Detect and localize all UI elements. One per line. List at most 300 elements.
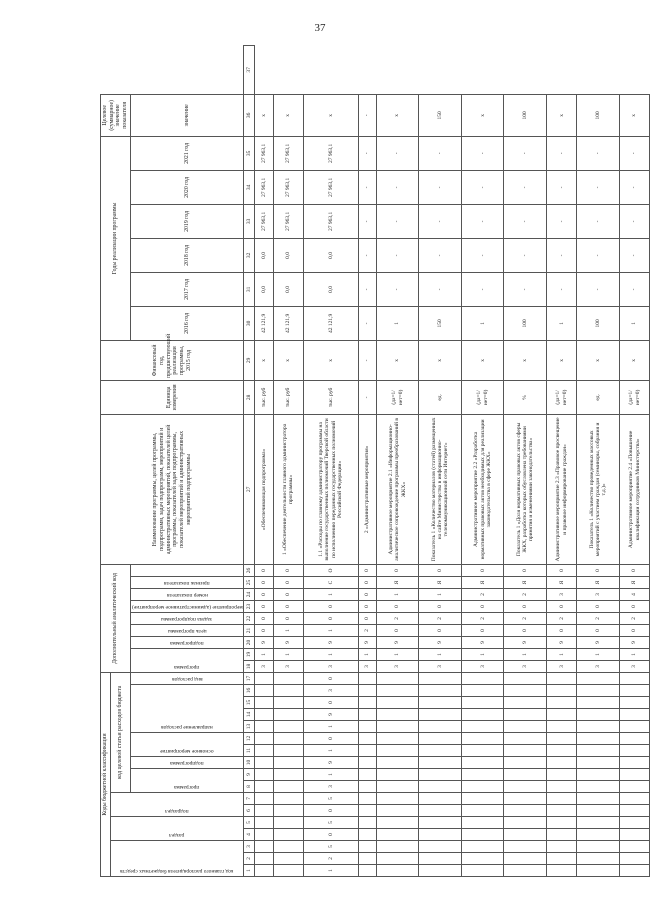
row-value-v2015: х — [376, 340, 419, 380]
code-cell: 1 — [273, 625, 303, 637]
code-cell — [504, 769, 547, 781]
row-value-v2017: - — [358, 272, 376, 306]
header-add-event: мероприятие (административное мероприятие) — [130, 601, 244, 613]
code-cell: 1 — [303, 721, 358, 733]
code-cell: 3 — [273, 661, 303, 673]
code-cell — [273, 709, 303, 721]
code-cell — [419, 757, 462, 769]
code-cell — [619, 781, 649, 793]
row-value-v2015: - — [358, 340, 376, 380]
code-cell: 0 — [619, 601, 649, 613]
code-cell — [461, 805, 504, 817]
code-cell: 0 — [376, 625, 419, 637]
header-direction: направление расходов — [130, 685, 244, 733]
program-table — [100, 45, 650, 877]
row-value-v2019: 27 963,1 — [303, 204, 358, 238]
header-admin-code: код главного распорядителя бюджетных средств — [110, 841, 244, 877]
row-value-v2020: - — [358, 170, 376, 204]
code-cell — [504, 673, 547, 685]
row-value-v2020: 27 963,1 — [273, 170, 303, 204]
code-cell — [619, 769, 649, 781]
code-cell — [577, 709, 620, 721]
column-number: 8 — [244, 781, 255, 793]
code-cell: 3 — [358, 661, 376, 673]
code-cell — [619, 793, 649, 805]
rotated-table-container — [100, 45, 640, 877]
code-cell — [255, 841, 273, 853]
code-cell — [273, 697, 303, 709]
code-cell — [547, 685, 577, 697]
row-value-v2018: - — [358, 238, 376, 272]
code-cell: 0 — [273, 601, 303, 613]
header-subprogram: подпрограмма — [130, 757, 244, 769]
column-number: 13 — [244, 721, 255, 733]
code-cell — [376, 757, 419, 769]
row-value-v2016: 1 — [376, 306, 419, 340]
table-row — [358, 46, 376, 877]
code-cell — [547, 733, 577, 745]
code-cell: 1 — [504, 649, 547, 661]
column-number: 18 — [244, 661, 255, 673]
row-value-v2021: - — [577, 136, 620, 170]
code-cell — [358, 745, 376, 757]
code-cell — [419, 793, 462, 805]
code-cell: 0 — [419, 601, 462, 613]
code-cell: 9 — [303, 709, 358, 721]
code-cell: 0 — [303, 613, 358, 625]
code-cell: 1 — [358, 649, 376, 661]
column-number: 6 — [244, 805, 255, 817]
code-cell — [358, 853, 376, 865]
row-value-final: х — [303, 94, 358, 136]
code-cell — [461, 757, 504, 769]
code-cell: 0 — [461, 601, 504, 613]
code-cell: 0 — [303, 601, 358, 613]
header-financial-estimate: Финансовый год, предшествующий реализации программы, 2015 год — [101, 340, 244, 380]
code-cell: 1 — [303, 769, 358, 781]
code-cell — [504, 709, 547, 721]
header-add-goal: цель программы — [130, 625, 244, 637]
row-value-v2020: - — [376, 170, 419, 204]
code-cell: Я — [619, 577, 649, 589]
code-cell — [619, 697, 649, 709]
code-cell: 2 — [619, 613, 649, 625]
row-value-v2015: х — [619, 340, 649, 380]
code-cell: 0 — [255, 589, 273, 601]
code-cell: 9 — [273, 637, 303, 649]
table-row — [376, 46, 419, 877]
column-number: 25 — [244, 577, 255, 589]
code-cell — [504, 757, 547, 769]
row-name: Административное мероприятие 2.2 «Разработка нормативных правовых актов необходимых для реализации законодательства в сфере ЖКХ» — [461, 414, 504, 564]
code-cell — [461, 865, 504, 877]
code-cell — [419, 853, 462, 865]
code-cell — [619, 733, 649, 745]
code-cell: 3 — [376, 661, 419, 673]
table-row — [255, 46, 273, 877]
code-cell — [273, 673, 303, 685]
row-value-v2015: х — [273, 340, 303, 380]
code-cell — [419, 685, 462, 697]
code-cell — [461, 829, 504, 841]
row-value-v2018: - — [419, 238, 462, 272]
code-cell — [619, 709, 649, 721]
code-cell — [577, 817, 620, 829]
row-value-v2018: - — [376, 238, 419, 272]
row-value-v2017: - — [376, 272, 419, 306]
code-cell — [577, 805, 620, 817]
code-cell — [547, 865, 577, 877]
code-cell: 1 — [419, 589, 462, 601]
code-cell: 5 — [303, 841, 358, 853]
code-cell: 0 — [619, 625, 649, 637]
row-value-v2020: - — [547, 170, 577, 204]
row-value-v2019: - — [619, 204, 649, 238]
code-cell — [419, 769, 462, 781]
row-name: Показатель 1 «Количество проведенных массовых мероприятий с участием граждан (семинары, собрания и т.д.)» — [577, 414, 620, 564]
row-value-v2017: 0,0 — [255, 272, 273, 306]
code-cell — [358, 793, 376, 805]
code-cell — [273, 769, 303, 781]
row-unit: (да=1/ нет=0) — [376, 380, 419, 414]
code-cell: 9 — [504, 637, 547, 649]
code-cell — [255, 793, 273, 805]
code-cell: 5 — [303, 793, 358, 805]
code-cell — [358, 721, 376, 733]
row-name: Административное мероприятие 2.1 «Информационно-аналитическое сопровождение программы преобразований в ЖКХ» — [376, 414, 419, 564]
code-cell: 1 — [419, 649, 462, 661]
code-cell — [577, 781, 620, 793]
row-value-v2016: 150 — [419, 306, 462, 340]
table-row — [303, 46, 358, 877]
row-value-v2019: 27 963,1 — [273, 204, 303, 238]
table-row — [504, 46, 547, 877]
code-cell — [619, 865, 649, 877]
code-cell — [255, 853, 273, 865]
row-value-v2018: - — [461, 238, 504, 272]
code-cell — [376, 793, 419, 805]
code-cell — [255, 757, 273, 769]
code-cell — [577, 685, 620, 697]
code-cell — [255, 805, 273, 817]
code-cell: 0 — [273, 589, 303, 601]
row-value-v2016: - — [358, 306, 376, 340]
code-cell: 0 — [358, 564, 376, 576]
row-value-v2021: 27 963,1 — [303, 136, 358, 170]
code-cell: 0 — [303, 697, 358, 709]
row-value-v2015: х — [419, 340, 462, 380]
header-add-spacer — [130, 564, 244, 576]
code-cell — [577, 769, 620, 781]
row-value-v2016: 100 — [577, 306, 620, 340]
column-number: 12 — [244, 733, 255, 745]
header-add-type: признак показателя — [130, 577, 244, 589]
code-cell: 1 — [273, 649, 303, 661]
code-cell — [255, 745, 273, 757]
row-value-v2019: - — [577, 204, 620, 238]
header-additional-code: Дополнительный аналитический код — [101, 564, 131, 672]
code-cell: 9 — [577, 637, 620, 649]
row-unit: ед. — [577, 380, 620, 414]
code-cell: 9 — [619, 637, 649, 649]
code-cell — [376, 853, 419, 865]
column-number: 33 — [244, 204, 255, 238]
code-cell — [273, 817, 303, 829]
code-cell: 1 — [303, 865, 358, 877]
code-cell: 0 — [303, 673, 358, 685]
row-value-v2021: 27 963,1 — [273, 136, 303, 170]
code-cell: 9 — [461, 637, 504, 649]
code-cell — [547, 781, 577, 793]
code-cell — [255, 673, 273, 685]
code-cell: 0 — [504, 625, 547, 637]
code-cell: 9 — [358, 637, 376, 649]
code-cell: 1 — [547, 649, 577, 661]
code-cell — [273, 733, 303, 745]
code-cell — [419, 841, 462, 853]
row-value-v2020: - — [577, 170, 620, 204]
code-cell — [547, 757, 577, 769]
header-add-subprogram: подпрограмма — [130, 637, 244, 649]
code-cell — [461, 769, 504, 781]
code-cell: 4 — [619, 589, 649, 601]
code-cell — [358, 685, 376, 697]
row-value-v2015: х — [577, 340, 620, 380]
header-section: раздел — [110, 817, 244, 841]
code-cell: 3 — [619, 661, 649, 673]
code-cell — [255, 709, 273, 721]
column-number: 35 — [244, 136, 255, 170]
code-cell — [419, 709, 462, 721]
row-value-final: 150 — [419, 94, 462, 136]
code-cell — [358, 733, 376, 745]
code-cell — [461, 733, 504, 745]
row-value-v2019: - — [504, 204, 547, 238]
code-cell: 1 — [461, 649, 504, 661]
code-cell: 0 — [461, 625, 504, 637]
code-cell — [547, 829, 577, 841]
header-year-2021: 2021 год — [130, 136, 244, 170]
code-cell: Я — [577, 577, 620, 589]
code-cell: 3 — [303, 661, 358, 673]
header-final-value: Целевое (суммарное) значение показателя — [101, 94, 131, 136]
table-row — [577, 46, 620, 877]
code-cell — [376, 865, 419, 877]
code-cell: 0 — [303, 805, 358, 817]
code-cell — [619, 817, 649, 829]
row-unit: тыс. руб — [273, 380, 303, 414]
header-add-task: задача подпрограммы — [130, 613, 244, 625]
code-cell: 9 — [547, 637, 577, 649]
code-cell — [461, 853, 504, 865]
code-cell: 0 — [255, 577, 273, 589]
code-cell — [419, 745, 462, 757]
column-number: 4 — [244, 829, 255, 841]
code-cell — [504, 853, 547, 865]
code-cell: 3 — [303, 781, 358, 793]
row-value-v2016: 1 — [461, 306, 504, 340]
code-cell: 2 — [504, 589, 547, 601]
column-number: 5 — [244, 817, 255, 829]
row-value-v2017: - — [504, 272, 547, 306]
code-cell — [376, 781, 419, 793]
header-account-code: код целевой статьи расходов бюджета — [110, 673, 130, 793]
code-cell — [358, 817, 376, 829]
row-name: Показатель 1 «Количество материалов (статей) размещенных на сайте Министерства в информационно-телекоммуникационной сети Интернет» — [419, 414, 462, 564]
code-cell: О — [303, 564, 358, 576]
row-value-v2021: - — [358, 136, 376, 170]
code-cell — [255, 829, 273, 841]
code-cell: 0 — [547, 564, 577, 576]
code-cell: 1 — [577, 649, 620, 661]
code-cell: 0 — [273, 613, 303, 625]
code-cell: 9 — [376, 637, 419, 649]
code-cell — [273, 853, 303, 865]
column-number: 27 — [244, 414, 255, 564]
header-value: значение — [130, 94, 244, 136]
header-year-2018: 2018 год — [130, 238, 244, 272]
column-number: 36 — [244, 94, 255, 136]
header-subsection: подраздел — [110, 793, 244, 817]
code-cell — [504, 733, 547, 745]
code-cell: 3 — [419, 661, 462, 673]
code-cell: 2 — [461, 613, 504, 625]
code-cell — [376, 721, 419, 733]
row-value-v2017: - — [619, 272, 649, 306]
code-cell: Я — [376, 577, 419, 589]
code-cell — [461, 685, 504, 697]
column-number: 23 — [244, 601, 255, 613]
code-cell — [461, 697, 504, 709]
code-cell — [461, 793, 504, 805]
code-cell — [547, 673, 577, 685]
table-row — [547, 46, 577, 877]
table-row — [273, 46, 303, 877]
code-cell — [577, 793, 620, 805]
code-cell: 0 — [358, 601, 376, 613]
code-cell: 9 — [303, 757, 358, 769]
code-cell: 2 — [376, 613, 419, 625]
code-cell — [619, 805, 649, 817]
row-value-final: х — [273, 94, 303, 136]
code-cell: 3 — [504, 661, 547, 673]
header-years: Годы реализации программы — [101, 136, 131, 340]
code-cell — [358, 829, 376, 841]
header-year-2017: 2017 год — [130, 272, 244, 306]
row-value-v2021: 27 963,1 — [255, 136, 273, 170]
row-name: Показатель 1 «Доля нормативных правовых актов сферы ЖКХ, разработка которых обусловлена требованиями принятия и изменениями законодательства» — [504, 414, 547, 564]
code-cell — [461, 745, 504, 757]
row-value-v2018: 0,0 — [255, 238, 273, 272]
row-value-final: х — [255, 94, 273, 136]
code-cell: 3 — [461, 661, 504, 673]
code-cell: 0 — [255, 601, 273, 613]
code-cell — [577, 865, 620, 877]
column-number: 26 — [244, 564, 255, 576]
row-value-v2017: 0,0 — [303, 272, 358, 306]
column-number: 21 — [244, 625, 255, 637]
column-number: 10 — [244, 757, 255, 769]
code-cell: 3 — [547, 661, 577, 673]
code-cell — [577, 841, 620, 853]
row-value-v2020: - — [619, 170, 649, 204]
row-value-v2018: 0,0 — [273, 238, 303, 272]
code-cell — [619, 673, 649, 685]
code-cell — [273, 805, 303, 817]
code-cell — [376, 841, 419, 853]
row-value-v2019: - — [376, 204, 419, 238]
code-cell — [273, 685, 303, 697]
code-cell — [504, 805, 547, 817]
code-cell: 1 — [303, 649, 358, 661]
column-number: 34 — [244, 170, 255, 204]
code-cell — [504, 745, 547, 757]
code-cell — [461, 817, 504, 829]
table-row — [619, 46, 649, 877]
row-value-v2015: х — [303, 340, 358, 380]
row-value-v2016: 42 121,9 — [255, 306, 273, 340]
code-cell: 0 — [255, 564, 273, 576]
column-number: 22 — [244, 613, 255, 625]
column-number: 16 — [244, 685, 255, 697]
row-value-v2018: - — [547, 238, 577, 272]
code-cell — [547, 721, 577, 733]
row-value-v2016: 42 121,9 — [303, 306, 358, 340]
column-number: 19 — [244, 649, 255, 661]
code-cell — [376, 829, 419, 841]
code-cell — [273, 757, 303, 769]
code-cell — [547, 853, 577, 865]
code-cell — [619, 757, 649, 769]
code-cell: 0 — [303, 829, 358, 841]
code-cell: Я — [461, 577, 504, 589]
code-cell — [577, 721, 620, 733]
code-cell — [547, 697, 577, 709]
code-cell: 2 — [303, 853, 358, 865]
code-cell: 0 — [255, 613, 273, 625]
row-value-v2019: 27 963,1 — [255, 204, 273, 238]
code-cell — [419, 781, 462, 793]
code-cell — [547, 709, 577, 721]
column-number: 2 — [244, 853, 255, 865]
column-number: 14 — [244, 709, 255, 721]
code-cell: 3 — [303, 685, 358, 697]
code-cell — [376, 685, 419, 697]
header-expense-type: вид расходов — [130, 673, 244, 685]
row-value-v2020: - — [504, 170, 547, 204]
row-name: Административное мероприятие 2.4 «Повышение квалификации сотрудников Министерства» — [619, 414, 649, 564]
code-cell — [619, 841, 649, 853]
code-cell — [547, 745, 577, 757]
row-value-v2015: х — [461, 340, 504, 380]
row-unit: тыс. руб — [255, 380, 273, 414]
code-cell: 0 — [358, 613, 376, 625]
row-value-v2015: х — [255, 340, 273, 380]
column-number: 15 — [244, 697, 255, 709]
column-number: 32 — [244, 238, 255, 272]
code-cell: 0 — [504, 601, 547, 613]
row-value-final: х — [461, 94, 504, 136]
code-cell — [376, 805, 419, 817]
code-cell — [577, 697, 620, 709]
row-value-final: х — [376, 94, 419, 136]
row-unit: (да=1/ нет=0) — [619, 380, 649, 414]
code-cell: 0 — [547, 601, 577, 613]
code-cell — [419, 733, 462, 745]
row-value-final: х — [547, 94, 577, 136]
code-cell — [619, 829, 649, 841]
row-value-v2017: - — [419, 272, 462, 306]
